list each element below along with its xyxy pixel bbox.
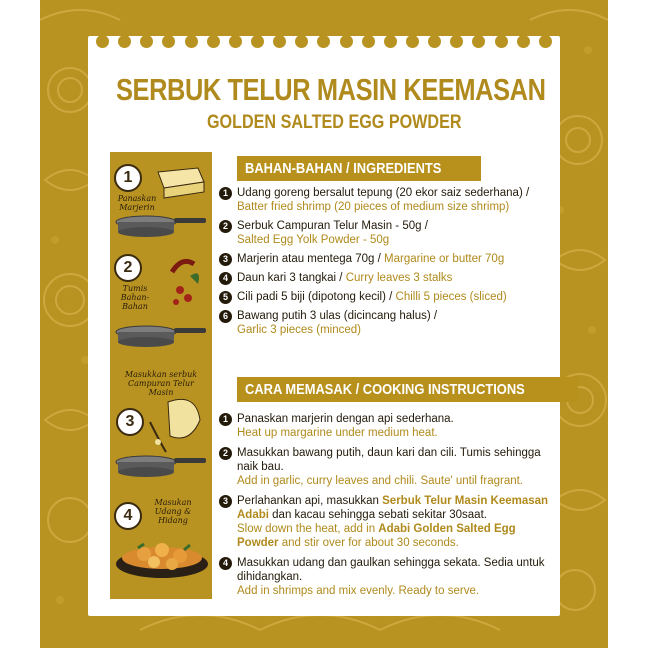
step-label-3: Masukkan serbuk Campuran Telur Masin [124,370,198,397]
list-item: 2 Serbuk Campuran Telur Masin - 50g / Salted Egg Yolk Powder - 50g [219,219,549,247]
list-item: 1 Panaskan marjerin dengan api sederhana. Heat up margarine under medium heat. [219,412,549,440]
butter-icon [158,168,204,198]
step-number-4: 4 [114,502,142,530]
steps-illustration-strip [110,152,212,599]
title-english: GOLDEN SALTED EGG POWDER [207,112,462,133]
instructions-heading: CARA MEMASAK / COOKING INSTRUCTIONS [237,377,578,402]
list-item: 4 Masukkan udang dan gaulkan sehingga sekata. Sedia untuk dihidangkan. Add in shrimps and mix evenly. Ready to serve. [219,556,549,598]
frying-pan-icon [116,326,206,347]
notepad-binding-holes [96,32,552,50]
ingredients-heading: BAHAN-BAHAN / INGREDIENTS [237,156,481,181]
list-item: 6 Bawang putih 3 ulas (dicincang halus) / Garlic 3 pieces (minced) [219,309,549,337]
chilli-icon [172,261,199,305]
list-item: 4 Daun kari 3 tangkai / Curry leaves 3 stalks [219,271,549,285]
title-malay: SERBUK TELUR MASIN KEEMASAN [116,72,546,107]
ingredients-list [219,186,549,342]
frying-pan-icon [116,216,206,237]
step-label-2: Tumis Bahan-Bahan [120,284,150,311]
step-number-1: 1 [114,164,142,192]
list-item: 2 Masukkan bawang putih, daun kari dan cili. Tumis sehingga naik bau. Add in garlic, curry leaves and chili. Saute' until fragrant. [219,446,549,488]
frying-pan-icon [116,456,206,477]
list-item: 3 Marjerin atau mentega 70g / Margarine or butter 70g [219,252,549,266]
instructions-list [219,412,549,604]
list-item: 3 Perlahankan api, masukkan Serbuk Telur Masin Keemasan Adabi dan kacau sehingga sebati sekitar 30saat. Slow down the heat, add in Adabi Golden Salted Egg Powder and stir over for about 30 seconds. [219,494,549,550]
step-number-2: 2 [114,254,142,282]
list-item: 1 Udang goreng bersalut tepung (20 ekor saiz sederhana) / Batter fried shrimp (20 pieces of medium size shrimp) [219,186,549,214]
list-item: 5 Cili padi 5 biji (dipotong kecil) / Chilli 5 pieces (sliced) [219,290,549,304]
step-label-4: Masukan Udang & Hidang [154,498,192,525]
powder-scoop-icon [150,399,200,452]
step-label-1: Panaskan Marjerin [117,194,157,212]
step-number-3: 3 [116,408,144,436]
shrimp-dish-icon [116,543,208,578]
